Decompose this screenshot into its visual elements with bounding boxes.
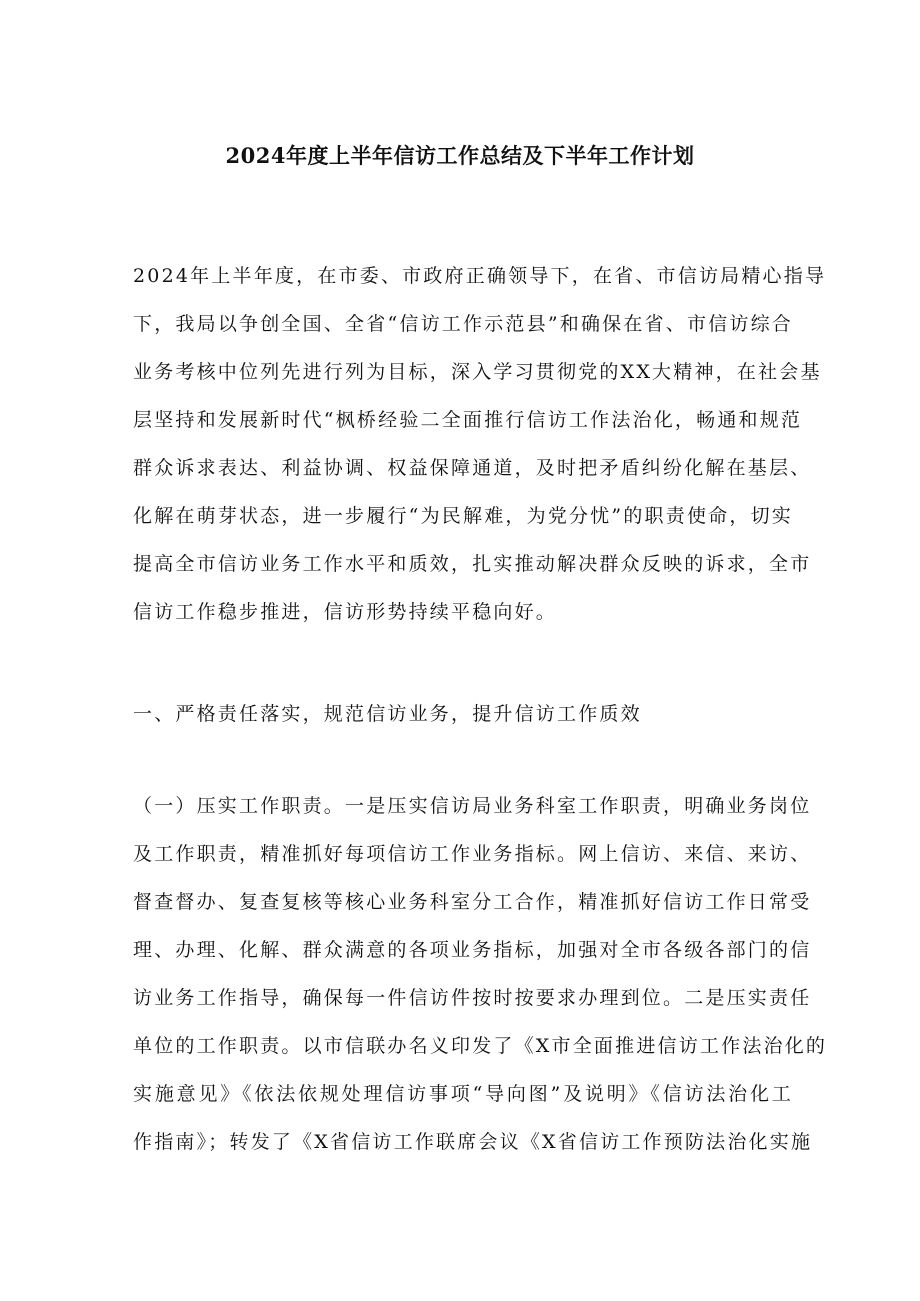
paragraph-line: 单位的工作职责。以市信联办名义印发了《X市全面推进信访工作法治化的	[133, 1035, 828, 1057]
paragraph-line: 及工作职责，精准抓好每项信访工作业务指标。网上信访、来信、来访、	[133, 843, 812, 865]
section-heading: 一、严格责任落实，规范信访业务，提升信访工作质效	[133, 703, 642, 725]
document-title: 2024年度上半年信访工作总结及下半年工作计划	[225, 143, 695, 168]
paragraph-line: 实施意见》《依法依规处理信访事项“导向图”及说明》《信访法治化工	[133, 1083, 793, 1105]
paragraph-line: 访业务工作指导，确保每一件信访件按时按要求办理到位。二是压实责任	[133, 987, 812, 1009]
paragraph-line: 下，我局以争创全国、全省“信访工作示范县”和确保在省、市信访综合	[133, 313, 793, 335]
paragraph-line: 作指南》；转发了《X省信访工作联席会议《X省信访工作预防法治化实施	[133, 1131, 813, 1153]
paragraph-line: 提高全市信访业务工作水平和质效，扎实推动解决群众反映的诉求，全市	[133, 553, 812, 575]
paragraph-line: 层坚持和发展新时代“枫桥经验二全面推行信访工作法治化，畅通和规范	[133, 409, 803, 431]
paragraph-line: （一）压实工作职责。一是压实信访局业务科室工作职责，明确业务岗位	[133, 795, 812, 817]
paragraph-line: 信访工作稳步推进，信访形势持续平稳向好。	[133, 601, 558, 623]
paragraph-line: 2024年上半年度，在市委、市政府正确领导下，在省、市信访局精心指导	[133, 265, 827, 287]
section-paragraph	[133, 782, 828, 1166]
paragraph-line: 群众诉求表达、利益协调、权益保障通道，及时把矛盾纠纷化解在基层、	[133, 457, 812, 479]
paragraph-line: 理、办理、化解、群众满意的各项业务指标，加强对全市各级各部门的信	[133, 939, 812, 961]
paragraph-line: 化解在萌芽状态，进一步履行“为民解难，为党分忧”的职责使命，切实	[133, 505, 793, 527]
intro-paragraph	[133, 252, 827, 636]
paragraph-line: 业务考核中位列先进行列为目标，深入学习贯彻党的XX大精神，在社会基	[133, 361, 822, 383]
paragraph-line: 督查督办、复查复核等核心业务科室分工合作，精准抓好信访工作日常受	[133, 891, 812, 913]
